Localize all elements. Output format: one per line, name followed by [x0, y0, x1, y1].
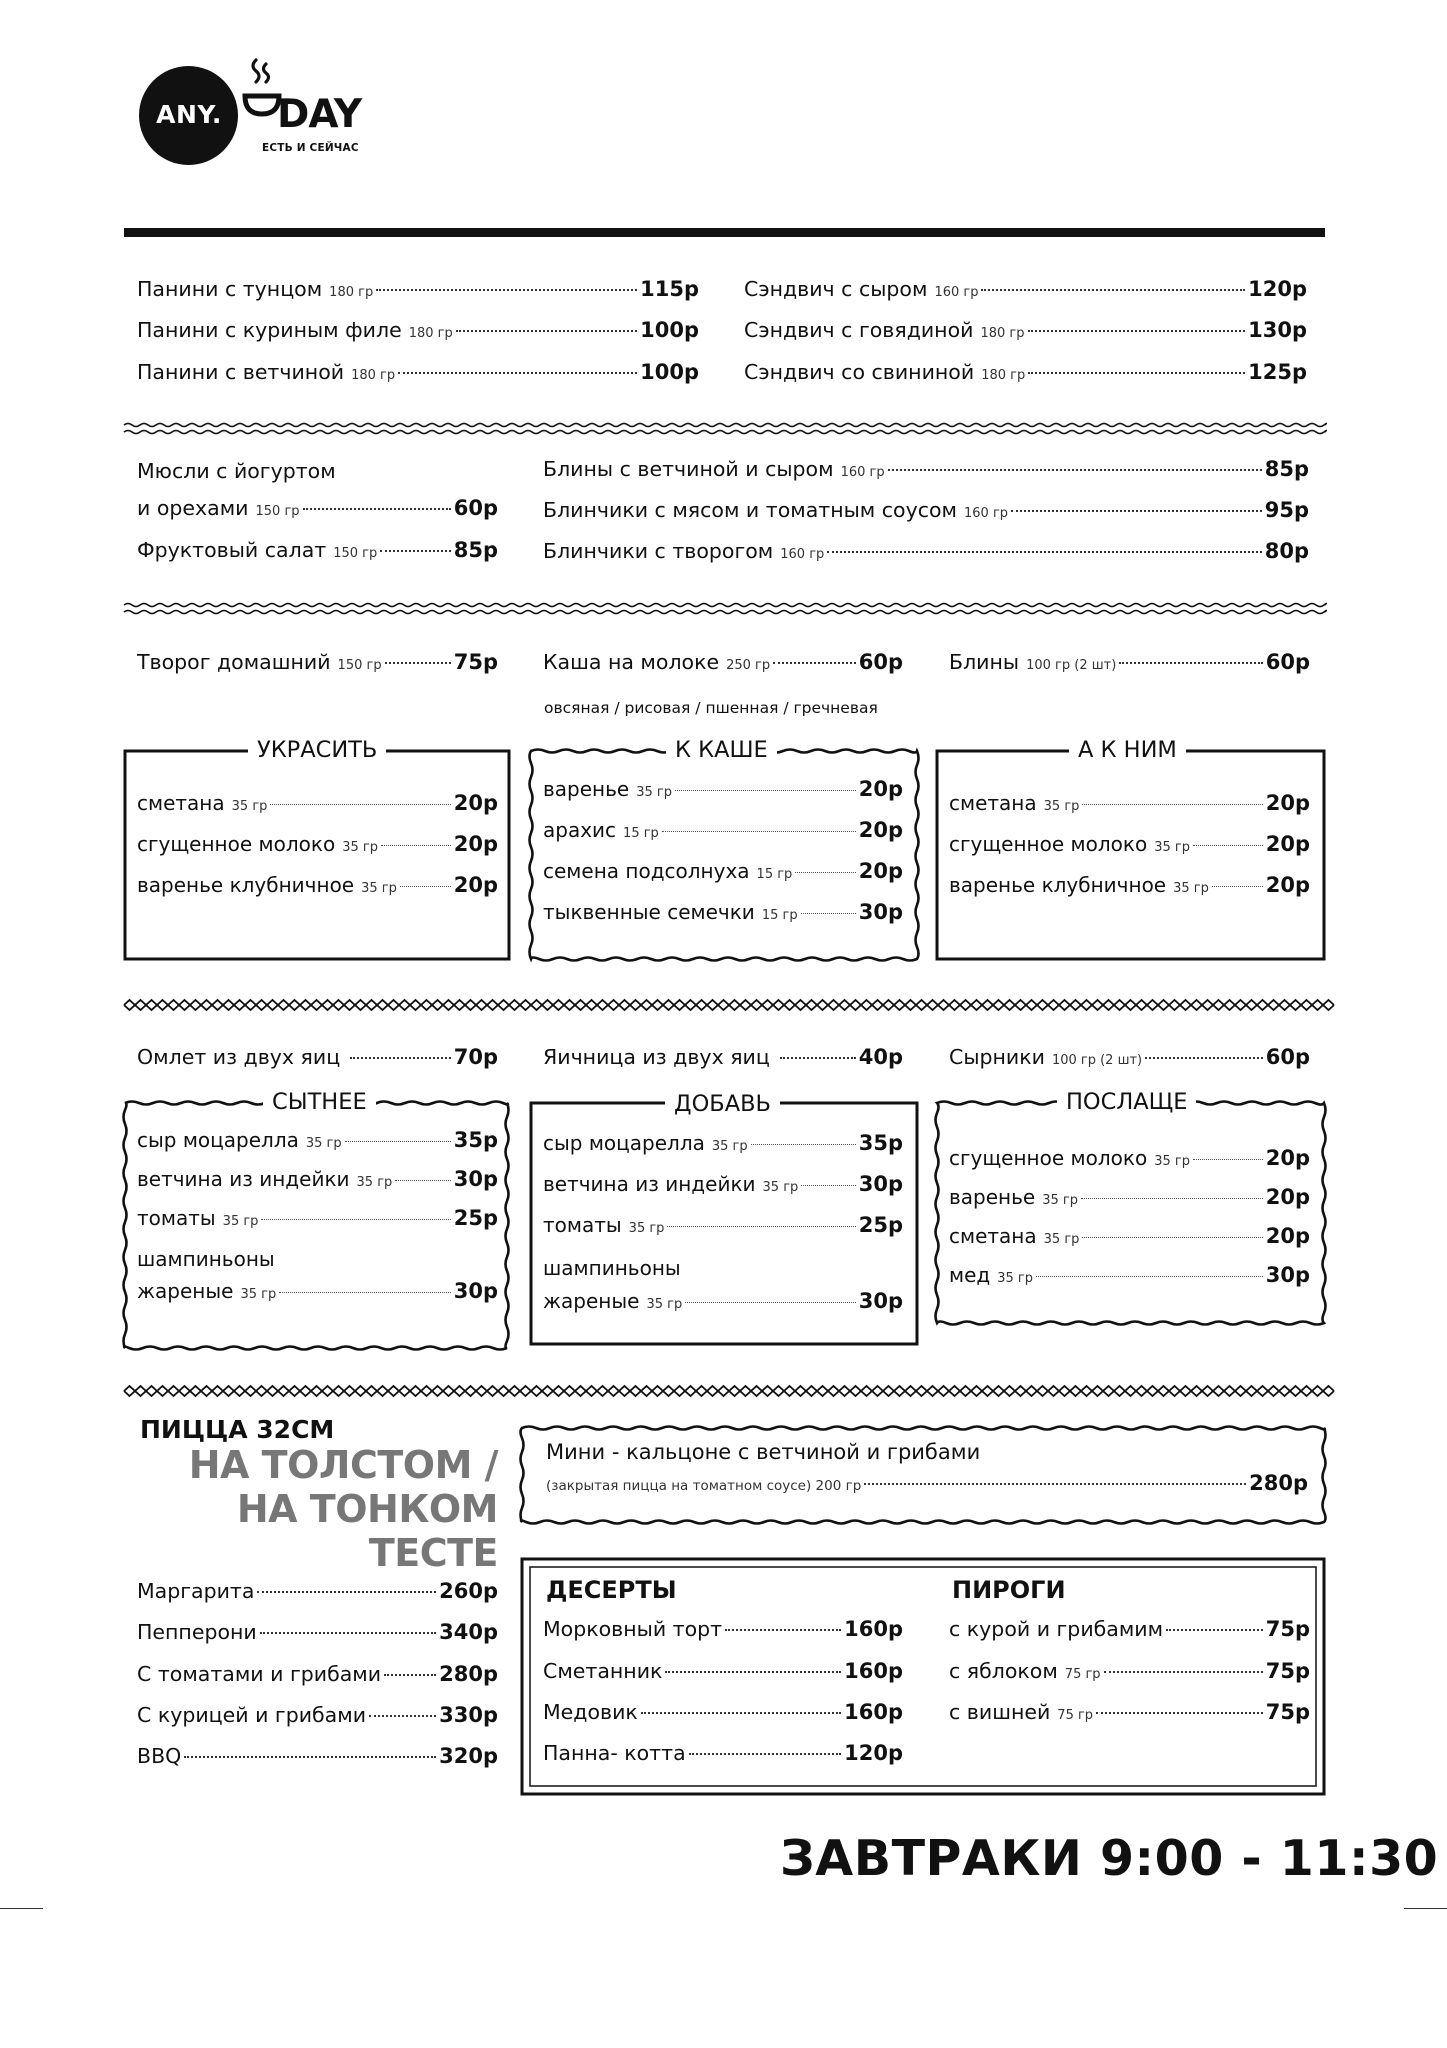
item-name: и орехами	[137, 496, 249, 520]
menu-item-kasha	[543, 650, 903, 684]
menu-item-tvorog	[137, 650, 498, 684]
item-weight: 75 гр	[1057, 1708, 1094, 1723]
item-price: 120р	[844, 1741, 903, 1765]
extra-mushrooms-line-1-b: шампиньоны	[543, 1256, 681, 1280]
addon-peanuts	[543, 818, 903, 852]
dot-leader	[827, 551, 1261, 553]
item-price: 25р	[453, 1206, 498, 1230]
dot-leader	[380, 550, 450, 552]
item-price: 100р	[640, 360, 699, 384]
addon-sour-cream-2	[949, 791, 1310, 825]
item-name: Сэндвич со свининой	[744, 360, 975, 384]
addon-jam	[543, 777, 903, 811]
extra-mozzarella-2	[543, 1131, 903, 1165]
item-price: 340р	[439, 1620, 498, 1644]
item-weight: 35 гр	[628, 1221, 665, 1236]
dot-leader	[801, 913, 856, 914]
dot-leader	[1104, 1671, 1263, 1673]
item-price: 40р	[858, 1045, 903, 1069]
item-name: томаты	[543, 1213, 622, 1237]
item-weight: 150 гр	[333, 546, 378, 561]
dot-leader	[689, 1753, 841, 1755]
item-name: Омлет из двух яиц	[137, 1045, 341, 1069]
dot-leader	[279, 1292, 451, 1293]
dot-leader	[725, 1629, 841, 1631]
item-weight: 35 гр	[222, 1214, 259, 1229]
pies-title: ПИРОГИ	[952, 1576, 1066, 1604]
item-price: 30р	[858, 900, 903, 924]
item-weight: 15 гр	[623, 826, 659, 841]
item-price: 115р	[640, 277, 699, 301]
pizza-margherita	[137, 1579, 498, 1613]
item-weight: 180 гр	[351, 368, 396, 383]
item-name: варенье	[949, 1185, 1036, 1209]
dot-leader	[1212, 886, 1263, 887]
addon-strawberry-jam-2	[949, 873, 1310, 907]
dot-leader	[888, 469, 1262, 471]
item-name: Блинчики с мясом и томатным соусом	[543, 498, 958, 522]
item-price: 60р	[453, 496, 498, 520]
item-price: 30р	[858, 1289, 903, 1313]
extra-mozzarella	[137, 1128, 498, 1162]
dessert-smetannik	[543, 1659, 903, 1693]
item-name: сыр моцарелла	[543, 1131, 705, 1155]
item-name: сгущенное молоко	[949, 1146, 1148, 1170]
item-weight: 35 гр	[997, 1271, 1033, 1286]
item-price: 20р	[453, 873, 498, 897]
addon-condensed-milk-2	[949, 832, 1310, 866]
item-name: сгущенное молоко	[137, 832, 336, 856]
item-name: сыр моцарелла	[137, 1128, 299, 1152]
menu-item-fruit-salad	[137, 538, 498, 572]
item-price: 320р	[439, 1744, 498, 1768]
item-weight: 180 гр	[981, 368, 1026, 383]
dot-leader	[1193, 1159, 1263, 1160]
dot-leader	[260, 1632, 436, 1634]
pizza-heading: ПИЦЦА 32СМ	[140, 1415, 335, 1444]
menu-item-sandwich-cheese	[744, 277, 1307, 311]
muesli-line-1: Мюсли с йогуртом	[137, 459, 336, 483]
dot-leader	[303, 508, 451, 510]
dot-leader	[385, 662, 451, 664]
item-name: Сэндвич с говядиной	[744, 318, 974, 342]
extra-tomatoes-2	[543, 1213, 903, 1247]
wave-separator-2-a	[124, 603, 1326, 606]
item-price: 20р	[453, 832, 498, 856]
menu-item-panini-tuna	[137, 277, 699, 311]
item-price: 20р	[1265, 1224, 1310, 1248]
sweet-jam	[949, 1185, 1310, 1219]
calzone-detail	[546, 1471, 1308, 1505]
dot-leader	[795, 872, 855, 873]
item-price: 35р	[453, 1128, 498, 1152]
menu-item-panini-ham	[137, 360, 699, 394]
item-weight: 75 гр	[1064, 1667, 1101, 1682]
item-name: Медовик	[543, 1700, 638, 1724]
dot-leader	[685, 1302, 856, 1303]
addon-sour-cream	[137, 791, 498, 825]
item-name: варенье клубничное	[949, 873, 1167, 897]
item-name: С томатами и грибами	[137, 1662, 382, 1686]
item-weight: 150 гр	[337, 658, 382, 673]
addon-sunflower-seeds	[543, 859, 903, 893]
dot-leader	[1145, 1057, 1263, 1059]
item-weight: 180 гр	[329, 285, 374, 300]
dot-leader	[641, 1712, 841, 1714]
item-weight: 180 гр	[980, 326, 1025, 341]
item-name: семена подсолнуха	[543, 859, 750, 883]
item-name: Каша на молоке	[543, 650, 720, 674]
item-price: 100р	[640, 318, 699, 342]
menu-item-fried-eggs	[543, 1045, 903, 1079]
item-name: тыквенные семечки	[543, 900, 755, 924]
item-price: 30р	[858, 1172, 903, 1196]
dot-leader	[184, 1756, 436, 1758]
breakfast-hours: ЗАВТРАКИ 9:00 - 11:30	[780, 1830, 1439, 1887]
menu-item-blinchiki-tvorog	[543, 539, 1309, 573]
item-price: 60р	[1265, 1045, 1310, 1069]
item-price: 130р	[1248, 318, 1307, 342]
menu-item-blini	[949, 650, 1310, 684]
item-name: мед	[949, 1263, 991, 1287]
dot-leader	[400, 886, 451, 887]
item-name: томаты	[137, 1206, 216, 1230]
sweet-honey	[949, 1263, 1310, 1297]
dot-leader	[381, 845, 451, 846]
dot-leader	[1082, 1237, 1262, 1238]
item-weight: 35 гр	[711, 1139, 748, 1154]
item-price: 85р	[453, 538, 498, 562]
item-price: 330р	[439, 1703, 498, 1727]
pizza-subheading-line-1: НА ТОЛСТОМ /	[188, 1443, 498, 1487]
item-price: 160р	[844, 1659, 903, 1683]
item-price: 20р	[453, 791, 498, 815]
pizza-subheading-line-3: ТЕСТЕ	[368, 1531, 498, 1575]
dot-leader	[270, 804, 450, 805]
dot-leader	[384, 1674, 436, 1676]
box-title-k-kashe: К КАШЕ	[666, 736, 777, 764]
dot-leader	[780, 1057, 856, 1059]
item-weight: 35 гр	[1154, 840, 1190, 855]
dessert-carrot-cake	[543, 1617, 903, 1651]
dot-leader	[667, 1226, 855, 1227]
item-note: (закрытая пицца на томатном соусе) 200 гр	[546, 1478, 862, 1494]
box-title-dobav: ДОБАВЬ	[665, 1090, 780, 1118]
item-name: с яблоком	[949, 1659, 1058, 1683]
item-name: варенье клубничное	[137, 873, 355, 897]
item-price: 35р	[858, 1131, 903, 1155]
dot-leader	[1028, 372, 1245, 374]
logo-day: DAY	[277, 92, 362, 137]
item-price: 85р	[1264, 457, 1309, 481]
extra-mushrooms-line-1: шампиньоны	[137, 1247, 275, 1271]
item-name: сметана	[949, 791, 1037, 815]
item-name: Блины	[949, 650, 1020, 674]
item-price: 60р	[858, 650, 903, 674]
dot-leader	[1193, 845, 1263, 846]
item-name: сметана	[949, 1224, 1037, 1248]
item-weight: 35 гр	[305, 1136, 342, 1151]
pizza-subheading-line-2: НА ТОНКОМ	[236, 1487, 498, 1531]
menu-item-sandwich-beef	[744, 318, 1307, 352]
sweet-sour-cream	[949, 1224, 1310, 1258]
item-name: Яичница из двух яиц	[543, 1045, 770, 1069]
extra-turkey-ham	[137, 1167, 498, 1201]
item-name: Фруктовый салат	[137, 538, 327, 562]
dessert-medovik	[543, 1700, 903, 1734]
menu-item-syrniki	[949, 1045, 1310, 1079]
sweet-condensed-milk	[949, 1146, 1310, 1180]
dot-leader	[398, 372, 637, 374]
item-name: варенье	[543, 777, 630, 801]
item-weight: 35 гр	[1173, 881, 1209, 896]
item-price: 80р	[1264, 539, 1309, 563]
dot-leader	[345, 1141, 451, 1142]
item-price: 280р	[1249, 1471, 1308, 1495]
item-price: 260р	[439, 1579, 498, 1603]
item-price: 70р	[453, 1045, 498, 1069]
item-name: BBQ	[137, 1744, 182, 1768]
diamond-separator-2-bottom	[124, 1391, 1334, 1396]
item-price: 30р	[453, 1279, 498, 1303]
dot-leader	[981, 289, 1245, 291]
dot-leader	[376, 289, 637, 291]
item-name: Блины с ветчиной и сыром	[543, 457, 834, 481]
item-weight: 100 гр (2 шт)	[1026, 658, 1117, 673]
item-price: 20р	[858, 818, 903, 842]
item-name: Блинчики с творогом	[543, 539, 774, 563]
item-name: сгущенное молоко	[949, 832, 1148, 856]
dot-leader	[665, 1671, 841, 1673]
item-weight: 15 гр	[761, 908, 798, 923]
pizza-tomato-mushroom	[137, 1662, 498, 1696]
item-name: Панини с куриным филе	[137, 318, 402, 342]
item-price: 25р	[858, 1213, 903, 1237]
item-weight: 15 гр	[756, 867, 793, 882]
item-weight: 35 гр	[646, 1297, 683, 1312]
item-name: Пепперони	[137, 1620, 257, 1644]
logo-tagline: ЕСТЬ И СЕЙЧАС	[262, 142, 359, 154]
item-weight: 35 гр	[361, 881, 397, 896]
menu-item-muesli	[137, 496, 498, 530]
item-weight: 35 гр	[240, 1287, 277, 1302]
dot-leader	[261, 1219, 450, 1220]
item-price: 20р	[1265, 791, 1310, 815]
item-name: Сырники	[949, 1045, 1045, 1069]
item-price: 75р	[453, 650, 498, 674]
item-weight: 100 гр (2 шт)	[1051, 1053, 1143, 1068]
item-name: Морковный торт	[543, 1617, 723, 1641]
item-weight: 160 гр	[964, 506, 1009, 521]
item-name: Сэндвич с сыром	[744, 277, 928, 301]
extra-tomatoes	[137, 1206, 498, 1240]
item-weight: 35 гр	[1043, 1232, 1080, 1247]
item-weight: 250 гр	[726, 658, 771, 673]
addon-condensed-milk	[137, 832, 498, 866]
dot-leader	[773, 662, 856, 664]
dot-leader	[1119, 662, 1262, 664]
dot-leader	[801, 1185, 855, 1186]
menu-item-sandwich-pork	[744, 360, 1307, 394]
item-weight: 35 гр	[1043, 799, 1080, 814]
diamond-separator-1-bottom	[124, 1005, 1334, 1010]
item-name: ветчина из индейки	[543, 1172, 756, 1196]
pizza-pepperoni	[137, 1620, 498, 1654]
item-weight: 150 гр	[255, 504, 300, 519]
desserts-title: ДЕСЕРТЫ	[546, 1576, 677, 1604]
item-name: Творог домашний	[137, 650, 331, 674]
dessert-panna-cotta	[543, 1741, 903, 1775]
item-price: 280р	[439, 1662, 498, 1686]
item-name: жареные	[543, 1289, 640, 1313]
dot-leader	[1036, 1276, 1263, 1277]
extra-turkey-ham-2	[543, 1172, 903, 1206]
item-price: 60р	[1265, 650, 1310, 674]
item-weight: 35 гр	[636, 785, 672, 800]
box-title-ukrasit: УКРАСИТЬ	[248, 736, 386, 764]
item-name: сметана	[137, 791, 225, 815]
wave-separator-2-b	[124, 610, 1326, 613]
pizza-bbq	[137, 1744, 498, 1778]
item-name: жареные	[137, 1279, 234, 1303]
item-weight: 35 гр	[231, 799, 268, 814]
menu-item-blini-ham-cheese	[543, 457, 1309, 491]
crop-mark-right	[1404, 1908, 1447, 1909]
dot-leader	[456, 330, 637, 332]
item-weight: 35 гр	[762, 1180, 799, 1195]
pie-chicken-mushroom	[949, 1617, 1310, 1651]
logo-any: ANY.	[156, 100, 222, 129]
item-price: 20р	[858, 859, 903, 883]
item-name: С курицей и грибами	[137, 1703, 367, 1727]
item-price: 75р	[1265, 1617, 1310, 1641]
dot-leader	[369, 1715, 436, 1717]
calzone-name: Мини - кальцоне с ветчиной и грибами	[546, 1440, 981, 1464]
box-title-a-k-nim: А К НИМ	[1069, 736, 1186, 764]
crop-mark-left	[0, 1908, 43, 1909]
item-price: 20р	[1265, 832, 1310, 856]
dot-leader	[350, 1057, 451, 1059]
item-price: 160р	[844, 1617, 903, 1641]
item-name: арахис	[543, 818, 617, 842]
item-name: Маргарита	[137, 1579, 255, 1603]
box-title-sytnee: СЫТНЕЕ	[263, 1088, 376, 1116]
item-price: 20р	[1265, 873, 1310, 897]
menu-item-blinchiki-meat	[543, 498, 1309, 532]
item-weight: 35 гр	[1154, 1154, 1190, 1169]
dot-leader	[1011, 510, 1262, 512]
dot-leader	[1028, 330, 1246, 332]
item-name: Сметанник	[543, 1659, 663, 1683]
item-weight: 160 гр	[780, 547, 825, 562]
addon-pumpkin-seeds	[543, 900, 903, 934]
item-name: Панини с ветчиной	[137, 360, 345, 384]
item-name: ветчина из индейки	[137, 1167, 350, 1191]
item-name: Панини с тунцом	[137, 277, 323, 301]
item-price: 75р	[1265, 1659, 1310, 1683]
dot-leader	[1081, 1198, 1263, 1199]
item-name: Панна- котта	[543, 1741, 686, 1765]
dot-leader	[751, 1144, 856, 1145]
pie-cherry	[949, 1700, 1310, 1734]
item-name: с вишней	[949, 1700, 1051, 1724]
dot-leader	[257, 1591, 436, 1593]
kasha-note: овсяная / рисовая / пшенная / гречневая	[544, 699, 878, 717]
dot-leader	[675, 790, 856, 791]
item-weight: 35 гр	[342, 840, 378, 855]
extra-fried-mushrooms	[137, 1279, 498, 1313]
item-price: 95р	[1264, 498, 1309, 522]
item-price: 125р	[1248, 360, 1307, 384]
item-weight: 160 гр	[840, 465, 885, 480]
dot-leader	[1166, 1629, 1263, 1631]
box-title-poslashe: ПОСЛАЩЕ	[1057, 1088, 1196, 1116]
wave-separator-1-b	[124, 430, 1326, 433]
item-price: 160р	[844, 1700, 903, 1724]
item-price: 75р	[1265, 1700, 1310, 1724]
dot-leader	[1096, 1712, 1263, 1714]
item-price: 30р	[453, 1167, 498, 1191]
dot-leader	[395, 1180, 450, 1181]
item-weight: 160 гр	[934, 285, 979, 300]
dot-leader	[662, 831, 856, 832]
item-weight: 35 гр	[1042, 1193, 1078, 1208]
item-name: с курой и грибамим	[949, 1617, 1164, 1641]
item-price: 20р	[1265, 1185, 1310, 1209]
item-price: 20р	[858, 777, 903, 801]
item-price: 30р	[1265, 1263, 1310, 1287]
dot-leader	[1082, 804, 1262, 805]
item-weight: 35 гр	[356, 1175, 393, 1190]
item-weight: 180 гр	[408, 326, 453, 341]
extra-fried-mushrooms-2	[543, 1289, 903, 1323]
menu-item-panini-chicken	[137, 318, 699, 352]
addon-strawberry-jam	[137, 873, 498, 907]
pizza-subheading	[189, 1443, 498, 1575]
item-price: 120р	[1248, 277, 1307, 301]
menu-item-omelette	[137, 1045, 498, 1079]
item-price: 20р	[1265, 1146, 1310, 1170]
pie-apple	[949, 1659, 1310, 1693]
dot-leader	[864, 1483, 1246, 1485]
pizza-chicken-mushroom	[137, 1703, 498, 1737]
wave-separator-1-a	[124, 423, 1326, 426]
